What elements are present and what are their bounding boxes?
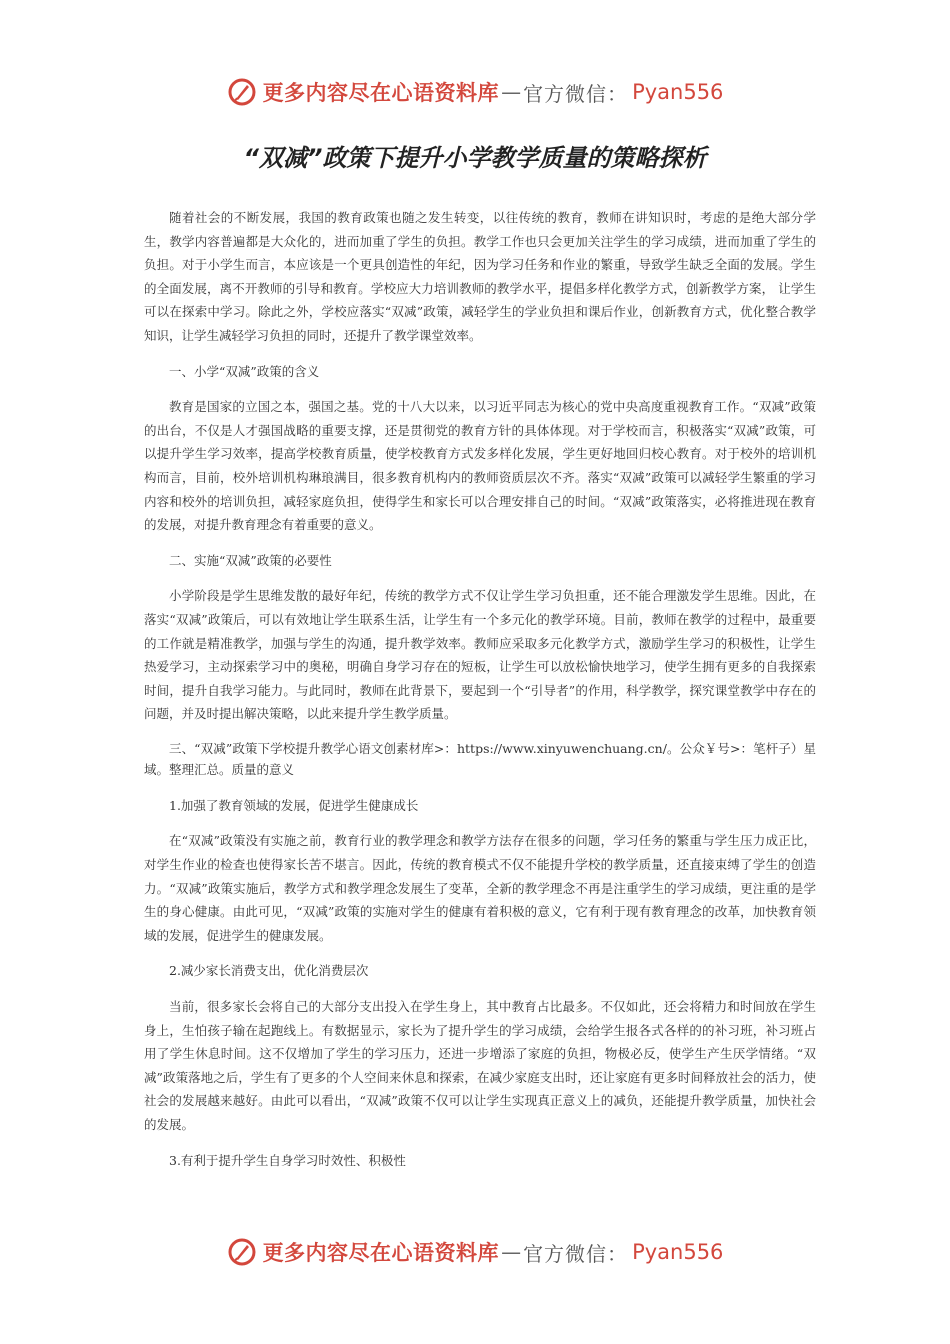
subsection-1-paragraph: 在“双减”政策没有实施之前，教育行业的教学理念和教学方法存在很多的问题，学习任务的繁重与学生压力成正比， 对学生作业的检查也使得家长苦不堪言。因此，传统的教育模式不仅不能提升学校的教学质量，还直接束缚了学生的创造力。“双减”政策实施后，教学方式和教学理念发展生了变革，全新的教学理念不再是注重学生的学习成绩，更注重的是学生的身心健康。由此可见，“双减”政策的实施对学生的健康有着积极的意义，它有利于现有教育理念的改革，加快教育领域的发展，促进学生的健康发展。 bbox=[144, 833, 816, 943]
quill-logo-icon bbox=[227, 1237, 257, 1267]
section-2-paragraph: 小学阶段是学生思维发散的最好年纪，传统的教学方式不仅让学生学习负担重，还不能合理激发学生思维。因此，在落实“双减”政策后，可以有效地让学生联系生活，让学生有一个多元化的教学环境。目前，教师在教学的过程中，最重要的工作就是精准教学，加强与学生的沟通，提升教学效率。教师应采取多元化教学方式，激励学生学习的积极性，让学生热爱学习，主动探索学习中的奥秘，明确自身学习存在的短板，让学生可以放松愉快地学习，使学生拥有更多的自我探索时间，提升自我学习能力。与此同时，教师在此背景下，要起到一个“引导者”的作用，科学教学，探究课堂教学中存在的问题，并及时提出解决策略，以此来提升学生教学质量。 bbox=[144, 588, 816, 722]
intro-paragraph: 随着社会的不断发展，我国的教育政策也随之发生转变，以往传统的教育，教师在讲知识时，考虑的是绝大部分学生，教学内容普遍都是大众化的，进而加重了学生的负担。教学工作也只会更加关注学生的学习成绩，进而加重了学生的负担。对于小学生而言，本应该是一个更具创造性的年纪，因为学习任务和作业的繁重，导致学生缺乏全面的发展。学生的全面发展，离不开教师的引导和教育。学校应大力培训教师的教学水平，提倡多样化教学方式，创新教学方案， 让学生可以在探索中学习。除此之外，学校应落实“双减”政策，减轻学生的学业负担和课后作业，创新教育方式，优化整合教学知识，让学生减轻学习负担的同时，还提升了教学课堂效率。 bbox=[144, 210, 816, 343]
banner-text: 更多内容尽在心语资料库 bbox=[262, 81, 500, 105]
subsection-2-heading: 2.减少家长消费支出，优化消费层次 bbox=[169, 963, 369, 979]
subsection-2-paragraph: 当前，很多家长会将自己的大部分支出投入在学生身上，其中教育占比最多。不仅如此，还会将精力和时间放在学生身上，生怕孩子输在起跑线上。有数据显示，家长为了提升学生的学习成绩，会给学生报各式各样的的补习班，补习班占用了学生休息时间。这不仅增加了学生的学习压力，还进一步增添了家庭的负担，物极必反，使学生产生厌学情绪。“双减”政策落地之后，学生有了更多的个人空间来休息和探索，在减少家庭支出时，还让家庭有更多时间释放社会的活力，使社会的发展越来越好。由此可以看出，“双减”政策不仅可以让学生实现真正意义上的减负，还能提升教学质量，加快社会的发展。 bbox=[144, 999, 816, 1132]
section-1-paragraph: 教育是国家的立国之本，强国之基。党的十八大以来，以习近平同志为核心的党中央高度重视教育工作。“双减”政策的出台，不仅是人才强国战略的重要支撑，还是贯彻党的教育方针的具体体现。对于学校而言，积极落实“双减”政策，可以提升学生学习效率，提高学校教育质量，使学校教育方式发多样化发展，学生更好地回归校心教育。对于校外的培训机构而言，目前，校外培训机构琳琅满目，很多教育机构内的教师资质层次不齐。落实“双减”政策可以减轻学生繁重的学习内容和校外的培训负担，减轻家庭负担，使得学生和家长可以合理安排自己的时间。“双减”政策落实，必将推进现在教育的发展，对提升教育理念有着重要的意义。 bbox=[144, 399, 816, 533]
section-1-heading: 一、小学“双减”政策的含义 bbox=[169, 363, 320, 379]
subsection-3-heading: 3.有利于提升学生自身学习时效性、积极性 bbox=[169, 1152, 406, 1168]
banner-wechat-label: 官方微信： bbox=[523, 81, 629, 106]
subsection-1-heading: 1.加强了教育领域的发展，促进学生健康成长 bbox=[169, 797, 419, 813]
footer-banner bbox=[0, 1232, 950, 1272]
section-3-heading: 三、“双减”政策下学校提升教学心语文创素材库>：https://www.xinyuwenchuang.cn/。公众￥号>：笔杆子）星域。整理汇总。质量的意义 bbox=[144, 740, 816, 777]
banner-text: 更多内容尽在心语资料库 bbox=[262, 1241, 500, 1265]
banner-wechat-id: Pyan556 bbox=[632, 80, 724, 104]
banner-wechat-label: 官方微信： bbox=[523, 1241, 629, 1266]
banner-wechat-id: Pyan556 bbox=[632, 1240, 724, 1264]
document-body bbox=[144, 206, 816, 1184]
quill-logo-icon bbox=[227, 77, 257, 107]
banner-separator: — bbox=[501, 80, 522, 104]
banner-separator: — bbox=[501, 1240, 522, 1264]
document-title: “双减”政策下提升小学教学质量的策略探析 bbox=[243, 144, 707, 172]
header-banner bbox=[0, 72, 950, 112]
section-2-heading: 二、实施“双减”政策的必要性 bbox=[169, 552, 332, 568]
